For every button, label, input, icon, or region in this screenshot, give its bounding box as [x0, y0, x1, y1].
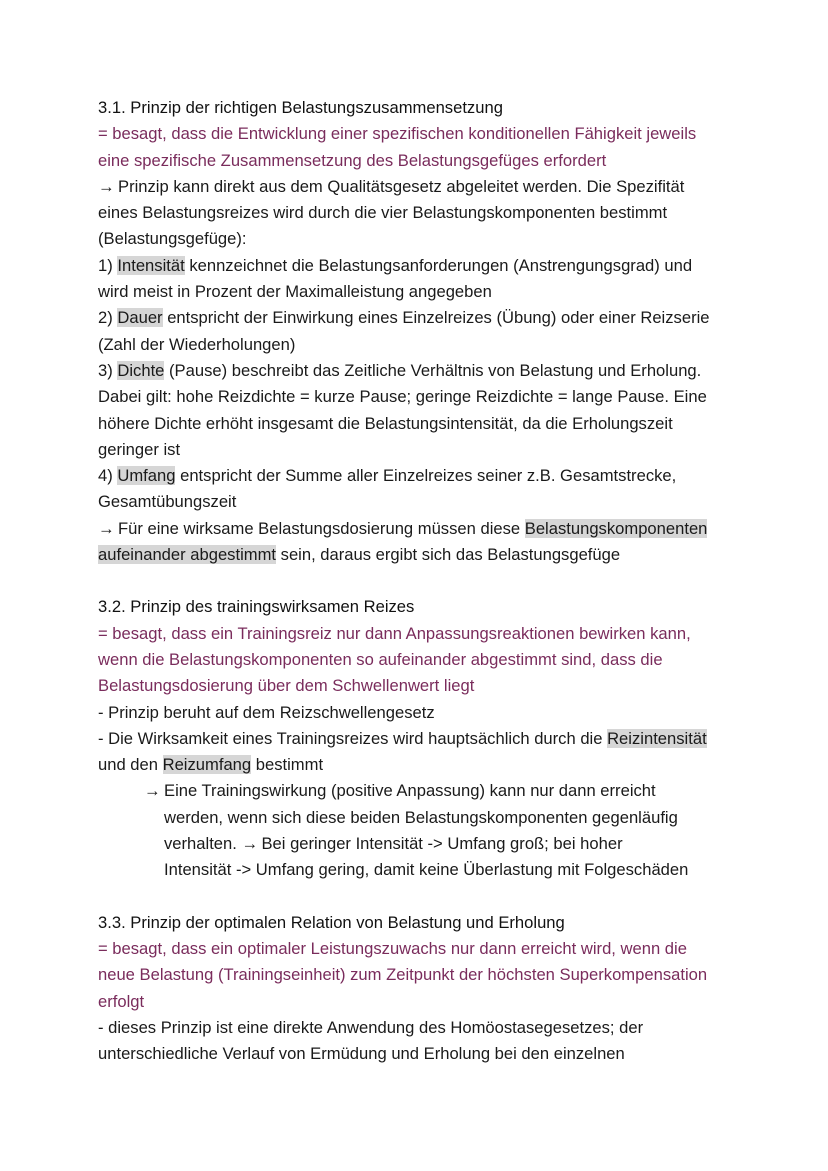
highlighted-term: Dauer: [117, 308, 163, 328]
list-item-umfang: 4) Umfang entspricht der Summe aller Einzelreizes seiner z.B. Gesamtstrecke,: [98, 466, 677, 486]
definition-line: = besagt, dass ein Trainingsreiz nur dann Anpassungsreaktionen bewirken kann,: [98, 623, 691, 643]
definition-line: Belastungsdosierung über dem Schwellenwert liegt: [98, 676, 475, 696]
bullet-line: - Die Wirksamkeit eines Trainingsreizes wird hauptsächlich durch die Reizintensität: [98, 728, 707, 748]
conclusion-line: aufeinander abgestimmt sein, daraus ergibt sich das Belastungsgefüge: [98, 545, 621, 565]
definition-line: = besagt, dass ein optimaler Leistungszuwachs nur dann erreicht wird, wenn die: [98, 938, 687, 958]
list-item-continuation: (Zahl der Wiederholungen): [98, 334, 296, 354]
paragraph-line: → Prinzip kann direkt aus dem Qualitätsgesetz abgeleitet werden. Die Spezifität: [98, 174, 738, 200]
bullet-line: und den Reizumfang bestimmt: [98, 755, 324, 775]
list-item-continuation: geringer ist: [98, 439, 181, 459]
note-line: → Eine Trainingswirkung (positive Anpassung) kann nur dann erreicht: [98, 778, 738, 804]
bullet-line: - Prinzip beruht auf dem Reizschwellengesetz: [98, 702, 435, 722]
bullet-line: - dieses Prinzip ist eine direkte Anwendung des Homöostasegesetzes; der: [98, 1017, 644, 1037]
arrow-right-icon: →: [144, 781, 161, 801]
definition-line: erfolgt: [98, 991, 145, 1011]
paragraph-line: (Belastungsgefüge):: [98, 229, 247, 249]
paragraph-line: eines Belastungsreizes wird durch die vier Belastungskomponenten bestimmt: [98, 203, 668, 223]
definition-line: wenn die Belastungskomponenten so aufeinander abgestimmt sind, dass die: [98, 649, 663, 669]
section-spacer: [98, 568, 738, 594]
arrow-right-icon: →: [98, 176, 115, 196]
arrow-right-icon: →: [98, 518, 115, 538]
highlighted-term: Umfang: [117, 466, 176, 486]
bullet-line: unterschiedliche Verlauf von Ermüdung und Erholung bei den einzelnen: [98, 1044, 625, 1064]
highlighted-term: Intensität: [117, 255, 185, 275]
section-heading-3-3: 3.3. Prinzip der optimalen Relation von Belastung und Erholung: [98, 912, 565, 932]
highlighted-term: aufeinander abgestimmt: [98, 545, 277, 565]
definition-line: neue Belastung (Trainingseinheit) zum Zeitpunkt der höchsten Superkompensation: [98, 965, 708, 985]
document-body: [98, 95, 738, 1067]
definition-line: = besagt, dass die Entwicklung einer spezifischen konditionellen Fähigkeit jeweils: [98, 124, 697, 144]
note-line: verhalten. → Bei geringer Intensität -> Umfang groß; bei hoher: [98, 831, 738, 857]
list-item-dichte: 3) Dichte (Pause) beschreibt das Zeitliche Verhältnis von Belastung und Erholung.: [98, 360, 702, 380]
note-line: Intensität -> Umfang gering, damit keine Überlastung mit Folgeschäden: [164, 860, 689, 880]
highlighted-term: Belastungskomponenten: [524, 518, 708, 538]
list-item-continuation: Dabei gilt: hohe Reizdichte = kurze Pause; geringe Reizdichte = lange Pause. Eine: [98, 387, 707, 407]
list-item-continuation: Gesamtübungszeit: [98, 492, 237, 512]
highlighted-term: Reizumfang: [162, 755, 252, 775]
arrow-right-icon: →: [241, 834, 259, 854]
section-spacer: [98, 884, 738, 910]
list-item-continuation: wird meist in Prozent der Maximalleistung angegeben: [98, 282, 492, 302]
list-item-intensitaet: 1) Intensität kennzeichnet die Belastungsanforderungen (Anstrengungsgrad) und: [98, 255, 693, 275]
note-line: werden, wenn sich diese beiden Belastungskomponenten gegenläufig: [164, 807, 678, 827]
highlighted-term: Reizintensität: [607, 728, 707, 748]
section-heading-3-1: 3.1. Prinzip der richtigen Belastungszusammensetzung: [98, 98, 503, 117]
definition-line: eine spezifische Zusammensetzung des Belastungsgefüges erfordert: [98, 150, 607, 170]
section-heading-3-2: 3.2. Prinzip des trainingswirksamen Reizes: [98, 597, 415, 617]
conclusion-line: → Für eine wirksame Belastungsdosierung müssen diese Belastungskomponenten: [98, 516, 738, 542]
list-item-dauer: 2) Dauer entspricht der Einwirkung eines Einzelreizes (Übung) oder einer Reizserie: [98, 308, 710, 328]
highlighted-term: Dichte: [117, 360, 165, 380]
list-item-continuation: höhere Dichte erhöht insgesamt die Belastungsintensität, da die Erholungszeit: [98, 413, 673, 433]
